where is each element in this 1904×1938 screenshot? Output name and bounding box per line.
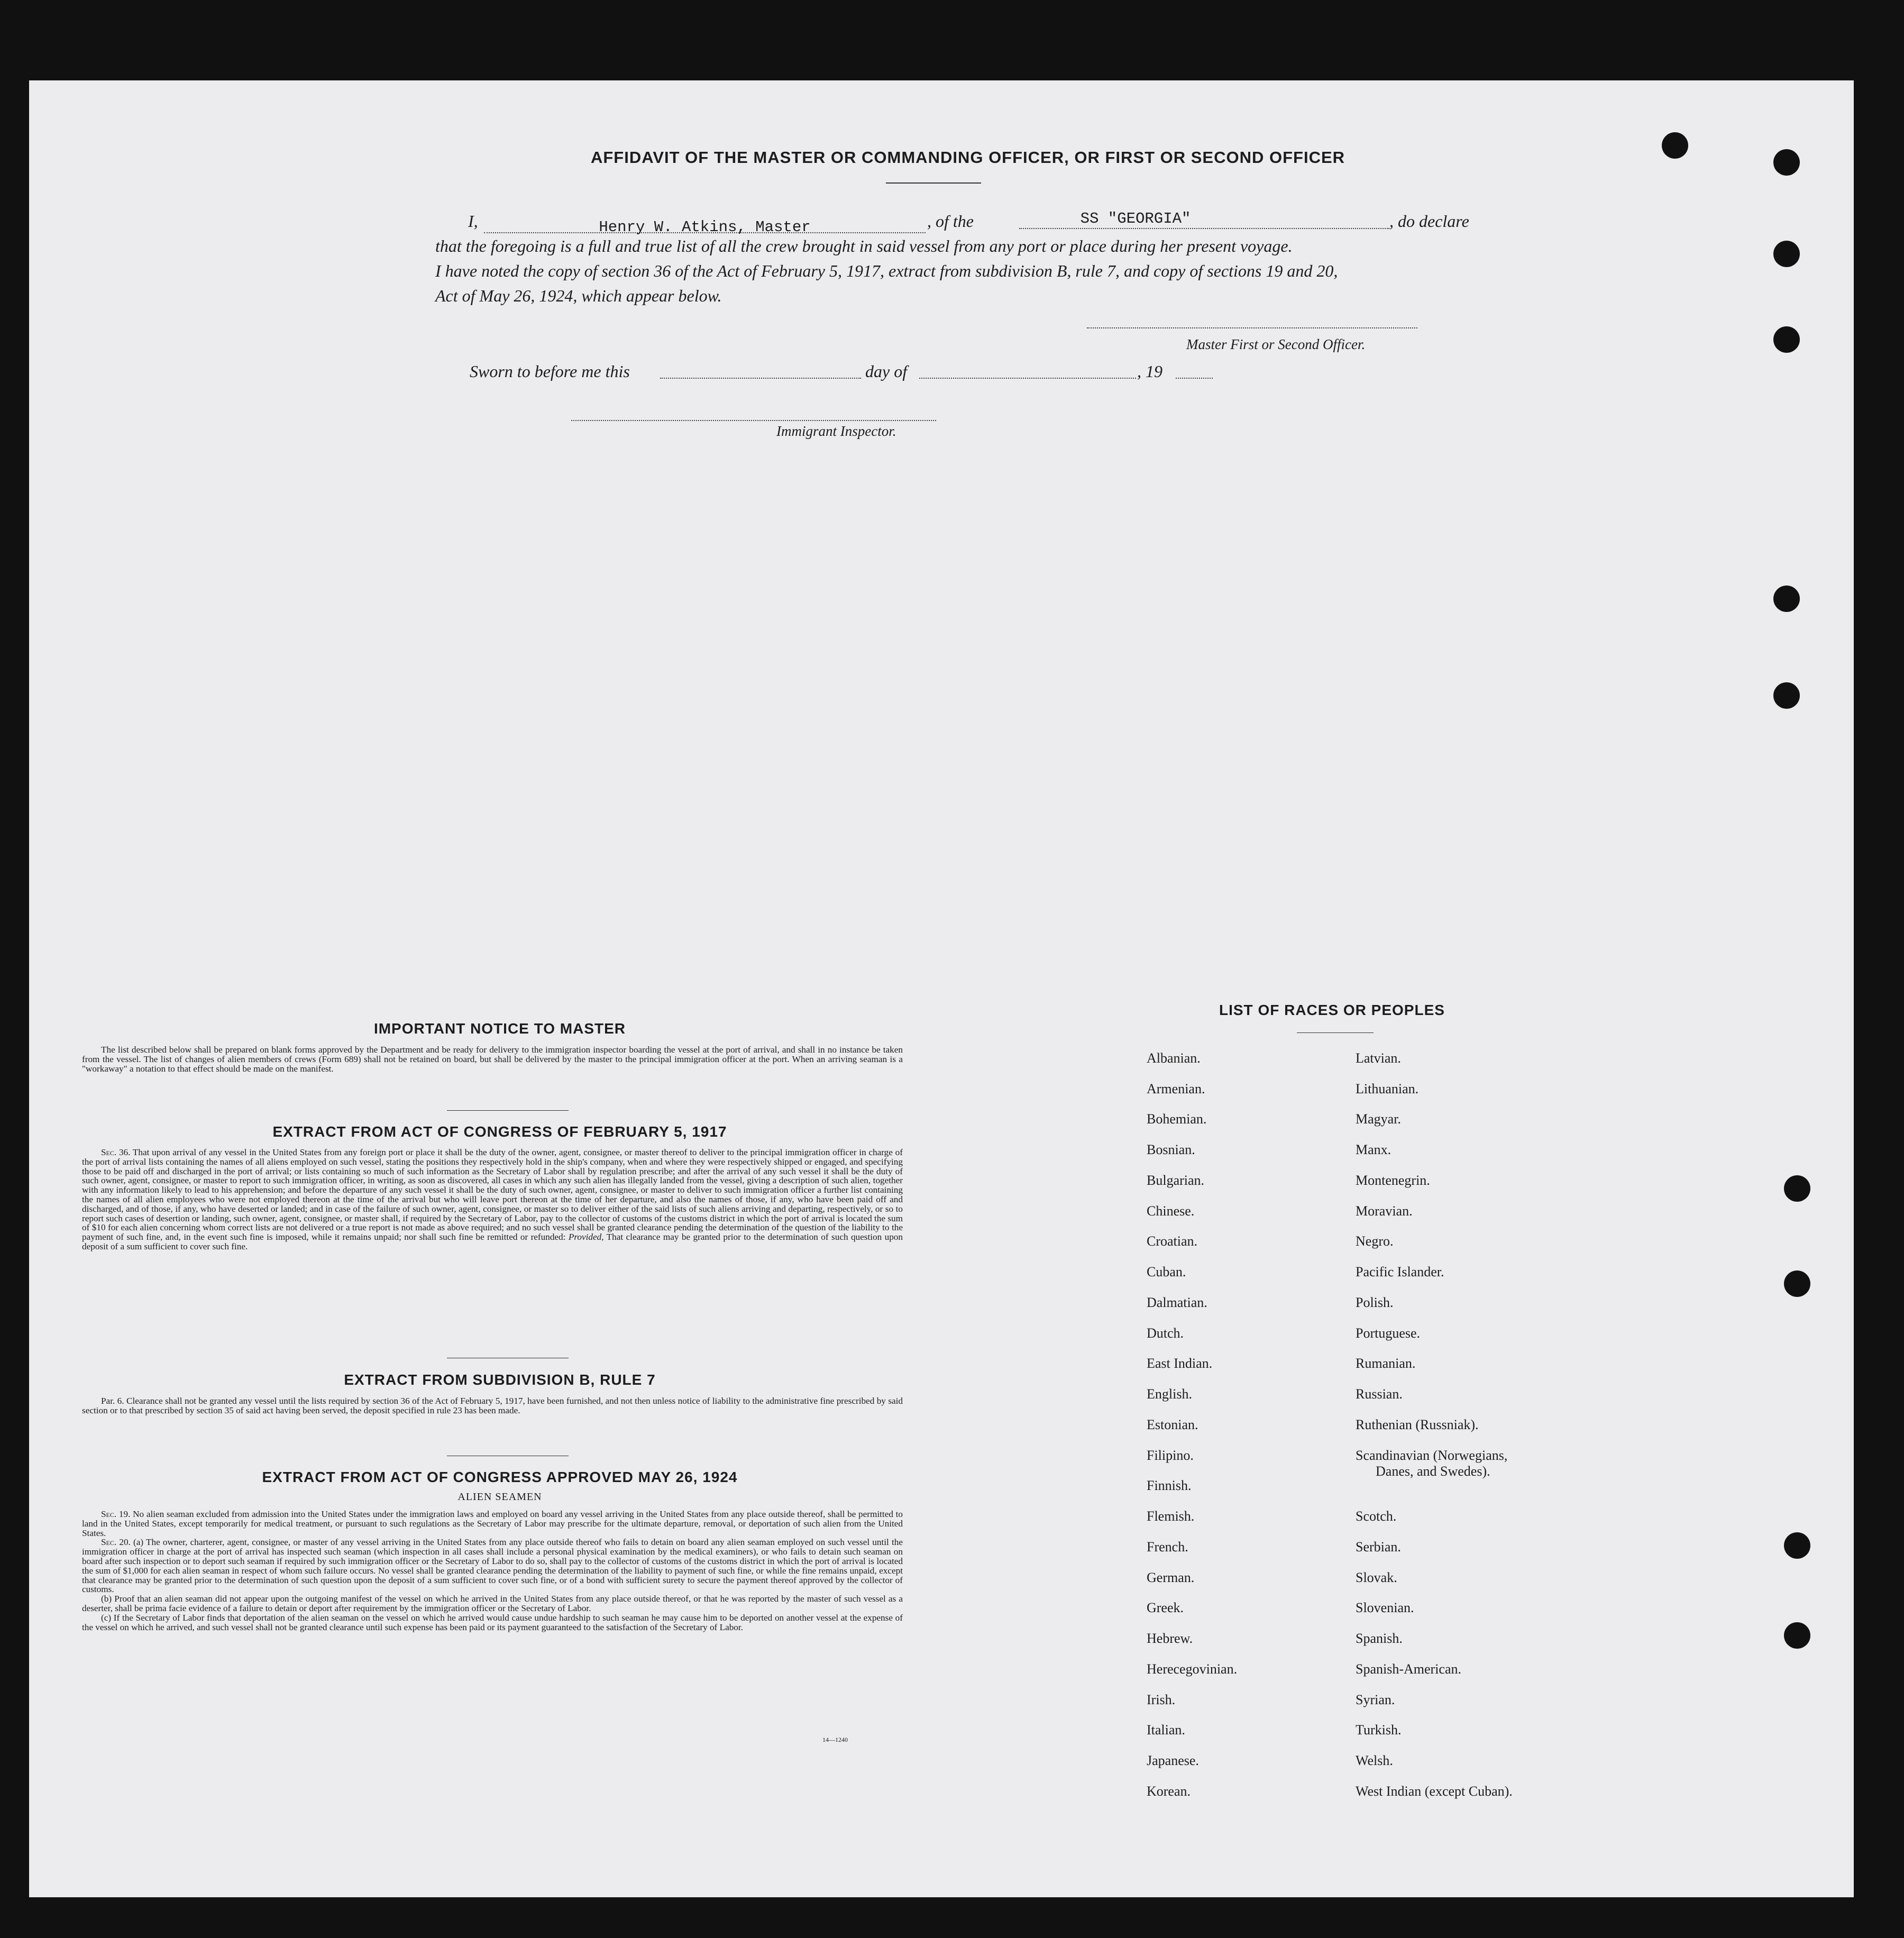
punch-hole-icon <box>1773 326 1800 353</box>
sworn-label: Sworn to before me this <box>470 362 630 381</box>
vessel-name-value: SS "GEORGIA" <box>1080 210 1191 227</box>
punch-hole-icon <box>1773 682 1800 709</box>
notice-title: IMPORTANT NOTICE TO MASTER <box>373 1020 626 1037</box>
sec-20-label: Sec. 20. <box>101 1537 131 1548</box>
day-of-label: day of <box>865 362 908 381</box>
sworn-day-field[interactable] <box>660 377 861 379</box>
race-item: Slovenian. <box>1356 1600 1414 1615</box>
vessel-name-field[interactable] <box>1019 205 1389 229</box>
race-item: Serbian. <box>1356 1539 1401 1555</box>
section-divider <box>447 1110 569 1111</box>
sec-20b-text: (b) Proof that an alien seaman did not appear upon the outgoing manifest of the vessel on which he arrived in the United States from any place outside thereof, or that he was reported by the master of such vessel as a deserter, shall be prima facie evidence of a failure to detain or deport after requirement by the immigration officer or the Secretary of Labor. <box>82 1594 903 1613</box>
race-item: Chinese. <box>1147 1203 1195 1219</box>
race-item: Spanish. <box>1356 1631 1403 1646</box>
race-item: Irish. <box>1147 1692 1176 1707</box>
rule-7-paragraph: Par. 6. Clearance shall not be granted any vessel until the lists required by section 36 of the Act of February 5, 1917, have been furnished, and not then unless notice of liability to the administrative fine prescribed by said section or to that prescribed by section 35 of said act having been served, the deposit specified in rule 23 has been made. <box>82 1396 903 1415</box>
extract-1924-text <box>82 1510 903 1632</box>
race-item: Scotch. <box>1356 1509 1397 1524</box>
year-label: , 19 <box>1137 362 1162 381</box>
sec-19-text: No alien seaman excluded from admission into the United States under the immigration laws and employed on board any vessel arriving in the United States from any place outside thereof, shall be permitted to land in the United States, except temporarily for medical treatment, or pursuant to such regulations as the Secretary of Labor may prescribe for the ultimate departure, removal, or deportation of such alien from the United States. <box>82 1509 903 1538</box>
alien-seamen-subtitle: ALIEN SEAMEN <box>457 1491 542 1503</box>
race-item: Polish. <box>1356 1295 1394 1310</box>
punch-hole-icon <box>1784 1532 1810 1559</box>
race-item: Portuguese. <box>1356 1325 1421 1341</box>
races-left-column <box>1147 1050 1305 1876</box>
race-item: Magyar. <box>1356 1111 1401 1127</box>
race-item: Moravian. <box>1356 1203 1413 1219</box>
sec-36-label: Sec. 36. <box>101 1147 131 1157</box>
sec-36-text: That upon arrival of any vessel in the United States from any foreign port or place it shall be the duty of the owner, agent, consignee, or master thereof to deliver to the principal immigration officer in charge of the port of arrival lists containing the names of all aliens employed on such vessel, stating the positions they respectively hold in the ship's company, when and where they were respectively shipped or engaged, and specifying those to be paid off and discharged in the port of arrival; or lists containing so much of such information as the Secretary of Labor shall by regulation prescribe; and after the arrival of any such vessel it shall be the duty of such owner, agent, consignee, or master to report to such immigration officer, in writing, as soon as discovered, all cases in which any such alien has illegally landed from the vessel, giving a description of such alien, together with any information likely to lead to his apprehension; and before the departure of any such vessel it shall be the duty of such owner, agent, consignee, or master to deliver to such immigration officer a further list containing the names of all alien employees who were not employed thereon at the time of the arrival but who will leave port thereon at the time of her departure, and also the names of those, if any, who have been paid off and discharged, and of those, if any, who have deserted or landed; and in case of the failure of such owner, agent, consignee, or master so to deliver either of the said lists of such aliens arriving and departing, respectively, or so to report such cases of desertion or landing, such owner, agent, consignee, or master shall, if required by the Secretary of Labor, pay to the collector of customs of the customs district in which the port of arrival is located the sum of $10 for each alien concerning whom correct lists are not delivered or a true report is not made as above required; and no such vessel shall be granted clearance pending the determination of the question of the liability to the payment of such fine, and, in the event such fine is imposed, while it remains unpaid; nor shall such fine be remitted or refunded: <box>82 1147 903 1242</box>
document-page <box>29 80 1854 1897</box>
race-item: Negro. <box>1356 1233 1394 1249</box>
race-item: Pacific Islander. <box>1356 1264 1444 1279</box>
title-divider <box>886 182 981 184</box>
sworn-line <box>470 359 1242 386</box>
punch-hole-icon <box>1784 1175 1810 1202</box>
race-item-continuation: Danes, and Swedes). <box>1376 1464 1490 1479</box>
race-item: Ruthenian (Russniak). <box>1356 1417 1479 1432</box>
notice-text <box>82 1045 903 1073</box>
race-item: Hebrew. <box>1147 1631 1193 1646</box>
race-item: Rumanian. <box>1356 1356 1416 1371</box>
master-name-field[interactable] <box>484 213 926 236</box>
races-divider <box>1297 1032 1374 1033</box>
extract-1924-title: EXTRACT FROM ACT OF CONGRESS APPROVED MAY 26, 1924 <box>262 1469 738 1485</box>
master-name-value: Henry W. Atkins, Master <box>599 218 811 236</box>
race-item: Slovak. <box>1356 1570 1397 1585</box>
punch-hole-icon <box>1773 149 1800 176</box>
race-item: Croatian. <box>1147 1233 1198 1249</box>
inspector-signature-label: Immigrant Inspector. <box>776 423 896 439</box>
declaration-line-2: that the foregoing is a full and true list of all the crew brought in said vessel from any port or place during her present voyage. <box>435 236 1293 255</box>
race-item: Armenian. <box>1147 1081 1205 1096</box>
race-item: Japanese. <box>1147 1753 1199 1768</box>
punch-hole-icon <box>1662 132 1688 159</box>
race-item: Korean. <box>1147 1784 1191 1799</box>
sec-36-text-end: That clearance may be granted prior to the determination of such question upon deposit of a sum sufficient to cover such fine. <box>82 1232 903 1251</box>
race-item: East Indian. <box>1147 1356 1213 1371</box>
punch-hole-icon <box>1784 1622 1810 1649</box>
declaration-line-1 <box>468 209 1473 235</box>
race-item: Scandinavian (Norwegians, <box>1356 1448 1508 1463</box>
declaration-line-3: I have noted the copy of section 36 of the Act of February 5, 1917, extract from subdivision B, rule 7, and copy of sections 19 and 20, <box>435 261 1338 280</box>
race-item: Finnish. <box>1147 1478 1192 1493</box>
race-item: Italian. <box>1147 1722 1185 1738</box>
race-item: Cuban. <box>1147 1264 1186 1279</box>
race-item: Dalmatian. <box>1147 1295 1207 1310</box>
race-item: Manx. <box>1356 1142 1392 1157</box>
sworn-month-field[interactable] <box>919 377 1136 379</box>
rule-7-title: EXTRACT FROM SUBDIVISION B, RULE 7 <box>344 1372 656 1388</box>
race-item: Latvian. <box>1356 1050 1401 1066</box>
race-item: English. <box>1147 1386 1192 1402</box>
race-item: French. <box>1147 1539 1188 1555</box>
race-item: German. <box>1147 1570 1195 1585</box>
race-item: Albanian. <box>1147 1050 1201 1066</box>
race-item: Estonian. <box>1147 1417 1198 1432</box>
punch-hole-icon <box>1773 586 1800 612</box>
extract-1917-text <box>82 1148 903 1251</box>
of-the-label: , of the <box>927 212 974 231</box>
race-item: West Indian (except Cuban). <box>1356 1784 1513 1799</box>
race-item: Herecegovinian. <box>1147 1661 1238 1677</box>
declaration-line-4: Act of May 26, 1924, which appear below. <box>435 286 722 305</box>
race-item: Bulgarian. <box>1147 1173 1205 1188</box>
officer-signature-label: Master First or Second Officer. <box>1186 336 1366 352</box>
extract-1917-title: EXTRACT FROM ACT OF CONGRESS OF FEBRUARY 5, 1917 <box>272 1123 727 1140</box>
form-number: 14—1240 <box>822 1736 848 1743</box>
sworn-year-field[interactable] <box>1176 377 1213 379</box>
provided-label: Provided, <box>568 1232 604 1242</box>
race-item: Bohemian. <box>1147 1111 1207 1127</box>
sec-19-label: Sec. 19. <box>101 1509 131 1519</box>
race-item: Turkish. <box>1356 1722 1402 1738</box>
race-item: Dutch. <box>1147 1325 1184 1341</box>
races-right-column <box>1356 1050 1620 1876</box>
officer-signature-line[interactable] <box>1087 326 1417 328</box>
races-title: LIST OF RACES OR PEOPLES <box>1219 1002 1445 1018</box>
race-item: Flemish. <box>1147 1509 1195 1524</box>
do-declare-label: , do declare <box>1389 212 1469 231</box>
sec-20c-text: (c) If the Secretary of Labor finds that deportation of the alien seaman on the vessel on which he arrived would cause undue hardship to such seaman he may cause him to be deported on another vessel at the expense of the vessel on which he arrived, and such vessel shall not be granted clearance until such expense has been paid or its payment guaranteed to the satisfaction of the Secretary of Labor. <box>82 1612 903 1632</box>
race-item: Lithuanian. <box>1356 1081 1419 1096</box>
race-item: Filipino. <box>1147 1448 1194 1463</box>
race-item: Syrian. <box>1356 1692 1395 1707</box>
race-item: Russian. <box>1356 1386 1403 1402</box>
notice-paragraph: The list described below shall be prepared on blank forms approved by the Department and be ready for delivery to the immigration inspector boarding the vessel at the port of arrival, and shall in no instance be taken from the vessel. The list of changes of alien members of crews (Form 689) shall not be retained on board, but shall be delivered by the master to the principal immigration officer at the port. When an arriving seaman is a "workaway" a notation to that effect should be made on the manifest. <box>82 1045 903 1074</box>
race-item: Montenegrin. <box>1356 1173 1430 1188</box>
punch-hole-icon <box>1773 241 1800 267</box>
affidavit-title: AFFIDAVIT OF THE MASTER OR COMMANDING OFFICER, OR FIRST OR SECOND OFFICER <box>590 148 1345 167</box>
sec-20a-text: (a) The owner, charterer, agent, consignee, or master of any vessel arriving in the United States from any place outside thereof who fails to detain on board any alien seaman employed on such vessel until the immigration officer in charge at the port of arrival has inspected such seaman (which inspection in all cases shall include a personal physical examination by the medical examiners), or who fails to detain such seaman on board after such inspection or to deport such seaman if required by such immigration officer or the Secretary of Labor to do so, shall pay to the collector of customs of the customs district in which the port of arrival is located the sum of $1,000 for each alien seaman in respect of whom such failure occurs. No vessel shall be granted clearance pending the determination of the liability to payment of such fine, or while the fine remains unpaid, except that clearance may be granted prior to the determination of such question upon the deposit of a sum sufficient to cover such fine, or of a bond with sufficient surety to secure the payment thereof approved by the collector of customs. <box>82 1537 903 1595</box>
race-item: Spanish-American. <box>1356 1661 1462 1677</box>
inspector-signature-line[interactable] <box>571 419 936 421</box>
rule-7-text <box>82 1396 903 1415</box>
race-item: Greek. <box>1147 1600 1184 1615</box>
race-item: Welsh. <box>1356 1753 1393 1768</box>
race-item: Bosnian. <box>1147 1142 1195 1157</box>
punch-hole-icon <box>1784 1270 1810 1297</box>
declarant-prefix: I, <box>468 212 478 231</box>
